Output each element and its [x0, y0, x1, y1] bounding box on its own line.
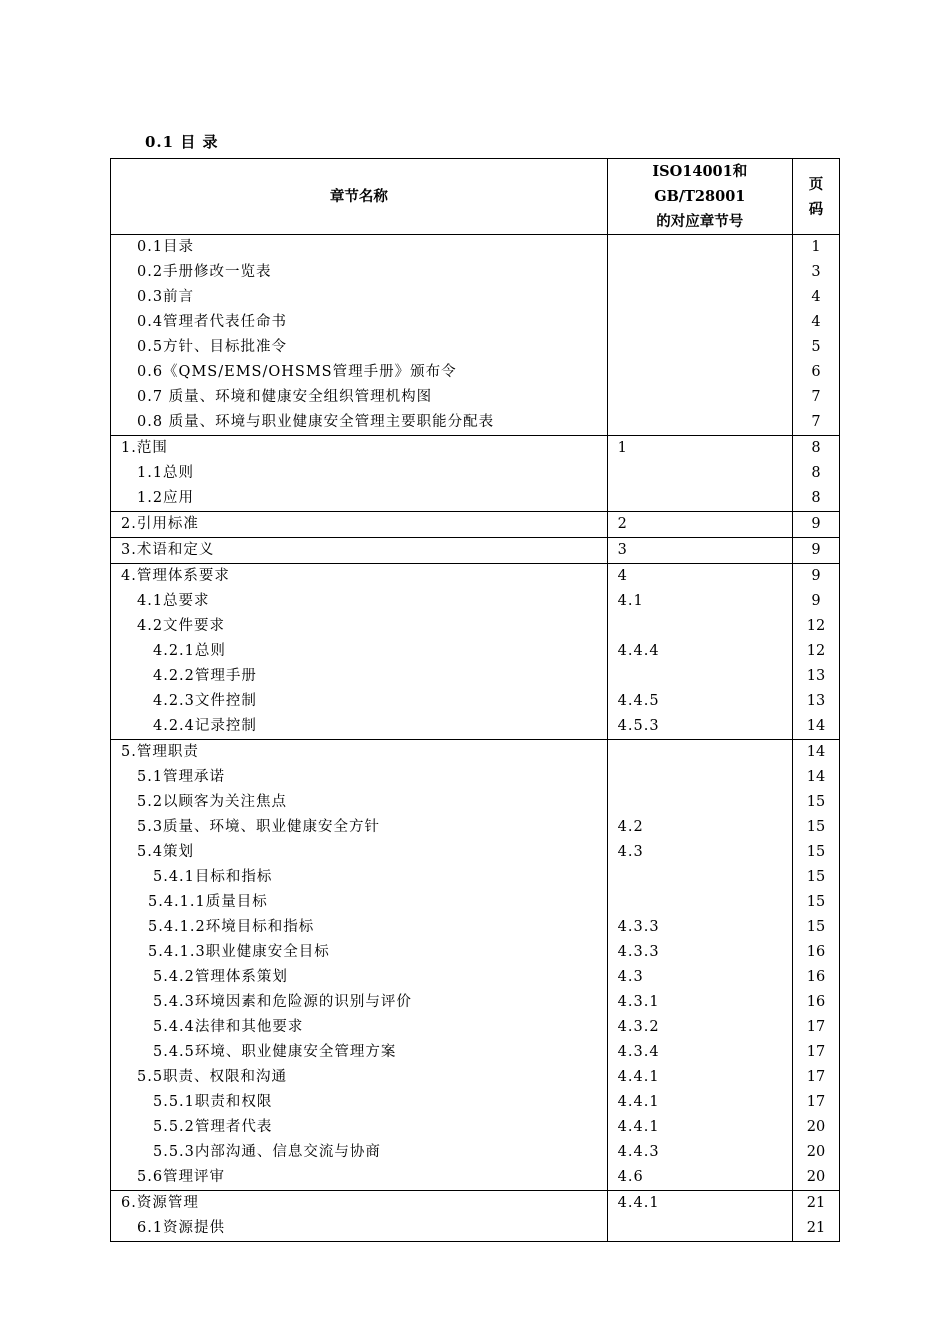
- toc-entry-standard-ref: [607, 410, 792, 436]
- toc-entry-name: 4.2.3文件控制: [111, 689, 608, 714]
- toc-entry-name: 5.5.1职责和权限: [111, 1090, 608, 1115]
- toc-entry-name: 5.4.1.1质量目标: [111, 890, 608, 915]
- toc-entry-name: 1.1总则: [111, 461, 608, 486]
- toc-entry-standard-ref: 4.4.1: [607, 1065, 792, 1090]
- toc-entry-page: 9: [792, 589, 839, 614]
- toc-entry-standard-ref: [607, 790, 792, 815]
- toc-row: [111, 965, 840, 990]
- toc-entry-standard-ref: 4.4.5: [607, 689, 792, 714]
- toc-entry-standard-ref: [607, 360, 792, 385]
- toc-row: [111, 915, 840, 940]
- header-standard-ref-line2: 的对应章节号: [656, 213, 744, 230]
- header-page-line2: 码: [808, 200, 824, 218]
- toc-entry-page: 9: [792, 512, 839, 538]
- toc-entry-page: 15: [792, 915, 839, 940]
- toc-entry-standard-ref: 4.4.3: [607, 1140, 792, 1165]
- header-standard-ref-line1: ISO14001和GB/T28001: [652, 163, 748, 205]
- toc-row: [111, 486, 840, 512]
- toc-row: [111, 1065, 840, 1090]
- toc-entry-page: 3: [792, 260, 839, 285]
- toc-entry-name: 1.2应用: [111, 486, 608, 512]
- toc-row: [111, 689, 840, 714]
- header-page-line1: 页: [808, 175, 824, 193]
- toc-entry-standard-ref: [607, 890, 792, 915]
- toc-entry-standard-ref: 4.4.1: [607, 1115, 792, 1140]
- toc-entry-name: 2.引用标准: [111, 512, 608, 538]
- toc-entry-page: 13: [792, 664, 839, 689]
- toc-row: [111, 436, 840, 462]
- toc-entry-standard-ref: [607, 1216, 792, 1242]
- toc-entry-page: 17: [792, 1090, 839, 1115]
- toc-entry-name: 5.4.1.3职业健康安全目标: [111, 940, 608, 965]
- toc-entry-name: 5.5.3内部沟通、信息交流与协商: [111, 1140, 608, 1165]
- toc-entry-name: 0.8 质量、环境与职业健康安全管理主要职能分配表: [111, 410, 608, 436]
- toc-entry-page: 4: [792, 285, 839, 310]
- toc-entry-name: 4.1总要求: [111, 589, 608, 614]
- toc-entry-standard-ref: [607, 285, 792, 310]
- toc-entry-name: 5.4.1.2环境目标和指标: [111, 915, 608, 940]
- toc-entry-standard-ref: [607, 385, 792, 410]
- toc-row: [111, 285, 840, 310]
- toc-entry-standard-ref: [607, 765, 792, 790]
- toc-entry-name: 6.资源管理: [111, 1191, 608, 1217]
- toc-row: [111, 410, 840, 436]
- toc-row: [111, 790, 840, 815]
- toc-entry-page: 14: [792, 740, 839, 766]
- toc-entry-page: 13: [792, 689, 839, 714]
- header-standard-ref: [607, 159, 792, 235]
- toc-entry-standard-ref: 4.2: [607, 815, 792, 840]
- toc-row: [111, 564, 840, 590]
- toc-section-group: [111, 436, 840, 512]
- toc-row: [111, 538, 840, 564]
- toc-entry-name: 0.3前言: [111, 285, 608, 310]
- toc-entry-page: 1: [792, 235, 839, 261]
- toc-header: [111, 159, 840, 235]
- toc-entry-name: 5.1管理承诺: [111, 765, 608, 790]
- toc-entry-page: 4: [792, 310, 839, 335]
- toc-row: [111, 235, 840, 261]
- toc-row: [111, 990, 840, 1015]
- toc-entry-page: 8: [792, 486, 839, 512]
- toc-entry-page: 20: [792, 1140, 839, 1165]
- toc-row: [111, 639, 840, 664]
- toc-entry-name: 0.5方针、目标批准令: [111, 335, 608, 360]
- toc-entry-name: 0.2手册修改一览表: [111, 260, 608, 285]
- toc-entry-page: 21: [792, 1191, 839, 1217]
- toc-entry-page: 17: [792, 1040, 839, 1065]
- toc-row: [111, 664, 840, 689]
- toc-entry-standard-ref: 2: [607, 512, 792, 538]
- toc-entry-name: 4.2文件要求: [111, 614, 608, 639]
- toc-entry-standard-ref: [607, 335, 792, 360]
- toc-entry-page: 12: [792, 639, 839, 664]
- toc-entry-standard-ref: 4.4.1: [607, 1090, 792, 1115]
- toc-entry-page: 16: [792, 990, 839, 1015]
- toc-entry-name: 5.4策划: [111, 840, 608, 865]
- toc-row: [111, 1015, 840, 1040]
- toc-row: [111, 815, 840, 840]
- toc-row: [111, 385, 840, 410]
- toc-entry-standard-ref: 4.3.4: [607, 1040, 792, 1065]
- header-page: [792, 159, 839, 235]
- toc-entry-name: 5.4.4法律和其他要求: [111, 1015, 608, 1040]
- toc-entry-name: 0.4管理者代表任命书: [111, 310, 608, 335]
- toc-section-group: [111, 564, 840, 740]
- toc-entry-standard-ref: 4.3.3: [607, 915, 792, 940]
- toc-entry-page: 21: [792, 1216, 839, 1242]
- toc-table: [110, 158, 840, 1242]
- toc-entry-name: 5.6管理评审: [111, 1165, 608, 1191]
- toc-row: [111, 589, 840, 614]
- toc-entry-name: 5.2以顾客为关注焦点: [111, 790, 608, 815]
- toc-entry-standard-ref: 4.3: [607, 840, 792, 865]
- toc-row: [111, 1040, 840, 1065]
- toc-section-group: [111, 235, 840, 436]
- toc-section-group: [111, 1191, 840, 1242]
- toc-row: [111, 360, 840, 385]
- toc-row: [111, 335, 840, 360]
- toc-section-group: [111, 538, 840, 564]
- toc-entry-standard-ref: 4.6: [607, 1165, 792, 1191]
- toc-entry-name: 5.4.3环境因素和危险源的识别与评价: [111, 990, 608, 1015]
- toc-entry-page: 15: [792, 790, 839, 815]
- toc-entry-name: 3.术语和定义: [111, 538, 608, 564]
- toc-entry-standard-ref: 4.5.3: [607, 714, 792, 740]
- toc-entry-name: 1.范围: [111, 436, 608, 462]
- toc-entry-name: 0.6《QMS/EMS/OHSMS管理手册》颁布令: [111, 360, 608, 385]
- toc-entry-name: 6.1资源提供: [111, 1216, 608, 1242]
- toc-entry-standard-ref: [607, 614, 792, 639]
- toc-entry-standard-ref: 4.3: [607, 965, 792, 990]
- toc-entry-name: 4.管理体系要求: [111, 564, 608, 590]
- toc-entry-page: 20: [792, 1115, 839, 1140]
- toc-entry-standard-ref: [607, 486, 792, 512]
- toc-row: [111, 260, 840, 285]
- toc-row: [111, 614, 840, 639]
- toc-entry-name: 4.2.2管理手册: [111, 664, 608, 689]
- toc-entry-name: 4.2.1总则: [111, 639, 608, 664]
- toc-row: [111, 840, 840, 865]
- toc-row: [111, 714, 840, 740]
- toc-entry-name: 0.7 质量、环境和健康安全组织管理机构图: [111, 385, 608, 410]
- toc-entry-page: 8: [792, 436, 839, 462]
- toc-row: [111, 940, 840, 965]
- toc-row: [111, 890, 840, 915]
- toc-entry-page: 20: [792, 1165, 839, 1191]
- toc-entry-page: 9: [792, 564, 839, 590]
- toc-entry-standard-ref: [607, 260, 792, 285]
- toc-entry-standard-ref: [607, 865, 792, 890]
- toc-row: [111, 1115, 840, 1140]
- toc-entry-standard-ref: [607, 740, 792, 766]
- toc-entry-standard-ref: [607, 235, 792, 261]
- toc-row: [111, 512, 840, 538]
- toc-entry-page: 5: [792, 335, 839, 360]
- toc-row: [111, 865, 840, 890]
- toc-entry-page: 14: [792, 714, 839, 740]
- toc-entry-page: 16: [792, 965, 839, 990]
- toc-entry-standard-ref: 4.1: [607, 589, 792, 614]
- toc-entry-standard-ref: 3: [607, 538, 792, 564]
- page-heading: 0.1 目 录: [145, 133, 219, 151]
- toc-row: [111, 765, 840, 790]
- toc-entry-page: 7: [792, 410, 839, 436]
- toc-entry-name: 0.1目录: [111, 235, 608, 261]
- toc-entry-name: 5.4.2管理体系策划: [111, 965, 608, 990]
- toc-row: [111, 1191, 840, 1217]
- toc-entry-page: 15: [792, 840, 839, 865]
- toc-entry-standard-ref: 1: [607, 436, 792, 462]
- toc-entry-name: 5.5.2管理者代表: [111, 1115, 608, 1140]
- toc-entry-name: 5.4.1目标和指标: [111, 865, 608, 890]
- toc-entry-page: 15: [792, 865, 839, 890]
- toc-entry-standard-ref: 4.3.2: [607, 1015, 792, 1040]
- toc-entry-standard-ref: 4: [607, 564, 792, 590]
- toc-section-group: [111, 740, 840, 1191]
- toc-entry-standard-ref: 4.4.1: [607, 1191, 792, 1217]
- toc-entry-name: 5.管理职责: [111, 740, 608, 766]
- toc-row: [111, 1216, 840, 1242]
- toc-row: [111, 310, 840, 335]
- toc-row: [111, 1090, 840, 1115]
- toc-entry-page: 17: [792, 1065, 839, 1090]
- toc-entry-standard-ref: 4.4.4: [607, 639, 792, 664]
- toc-entry-page: 6: [792, 360, 839, 385]
- toc-row: [111, 1165, 840, 1191]
- toc-entry-name: 4.2.4记录控制: [111, 714, 608, 740]
- toc-row: [111, 1140, 840, 1165]
- toc-entry-page: 8: [792, 461, 839, 486]
- toc-entry-page: 14: [792, 765, 839, 790]
- header-chapter-name: 章节名称: [111, 159, 608, 235]
- toc-entry-standard-ref: [607, 461, 792, 486]
- toc-entry-page: 7: [792, 385, 839, 410]
- toc-entry-standard-ref: [607, 310, 792, 335]
- toc-entry-page: 15: [792, 815, 839, 840]
- toc-entry-name: 5.4.5环境、职业健康安全管理方案: [111, 1040, 608, 1065]
- toc-row: [111, 461, 840, 486]
- toc-entry-standard-ref: 4.3.3: [607, 940, 792, 965]
- toc-entry-standard-ref: 4.3.1: [607, 990, 792, 1015]
- toc-entry-page: 12: [792, 614, 839, 639]
- toc-entry-page: 15: [792, 890, 839, 915]
- toc-entry-page: 16: [792, 940, 839, 965]
- toc-row: [111, 740, 840, 766]
- toc-section-group: [111, 512, 840, 538]
- toc-entry-name: 5.3质量、环境、职业健康安全方针: [111, 815, 608, 840]
- toc-entry-name: 5.5职责、权限和沟通: [111, 1065, 608, 1090]
- toc-entry-standard-ref: [607, 664, 792, 689]
- toc-entry-page: 9: [792, 538, 839, 564]
- toc-entry-page: 17: [792, 1015, 839, 1040]
